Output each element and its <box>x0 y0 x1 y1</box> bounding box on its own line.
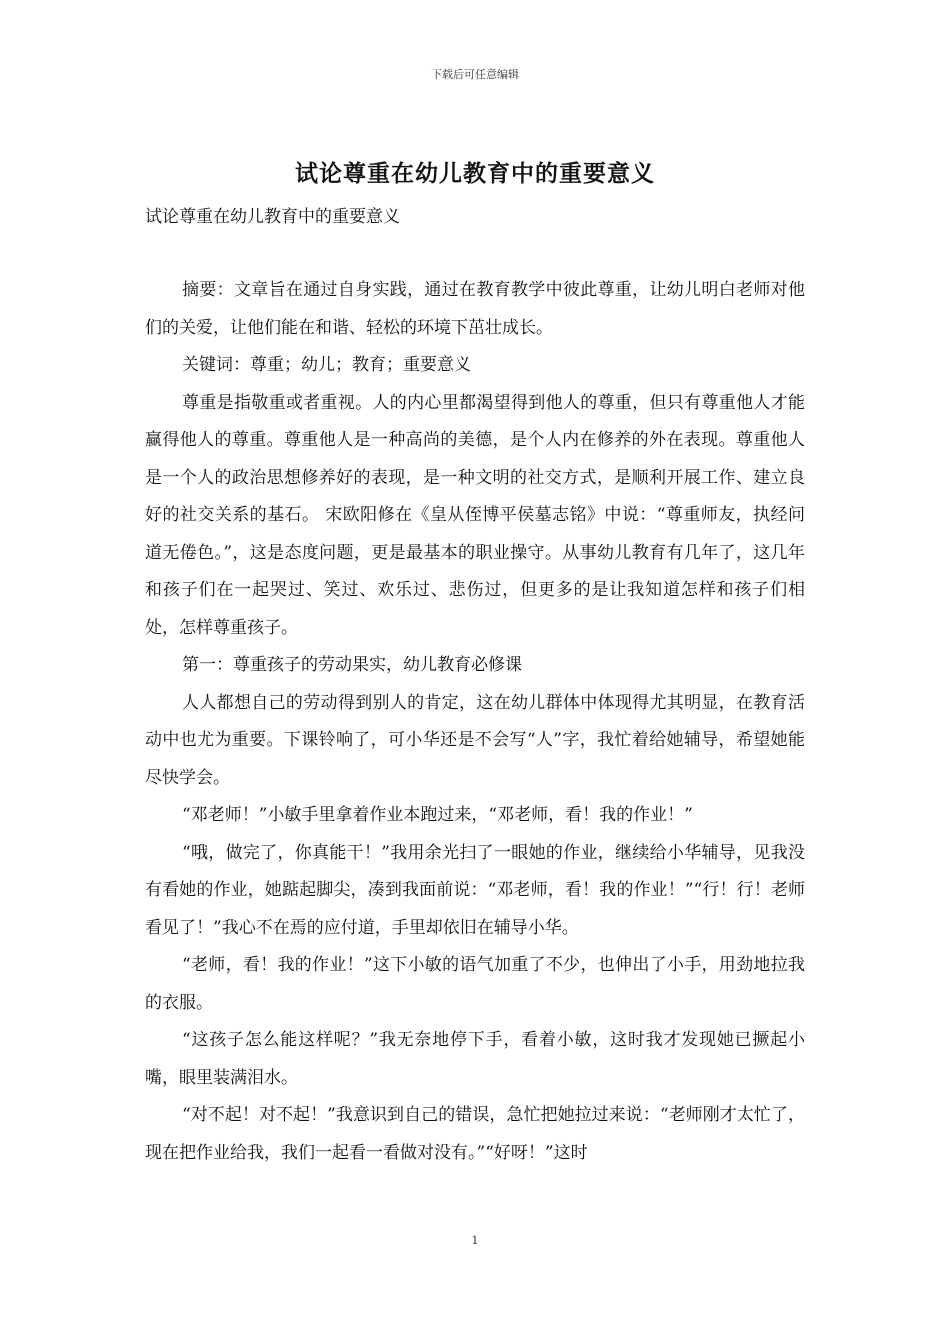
document-title: 试论尊重在幼儿教育中的重要意义 <box>295 160 655 187</box>
dialogue-paragraph: “对不起！对不起！”我意识到自己的错误，急忙把她拉过来说：“老师刚才太忙了，现在把作业给我，我们一起看一看做对没有。”“好呀！”这时 <box>145 1105 805 1163</box>
dialogue-paragraph: “邓老师！”小敏手里拿着作业本跑过来，“邓老师，看！我的作业！” <box>182 805 693 825</box>
dialogue-paragraph: “这孩子怎么能这样呢？”我无奈地停下手，看着小敏，这时我才发现她已撅起小嘴，眼里装满泪水。 <box>145 1030 805 1088</box>
document-subtitle: 试论尊重在幼儿教育中的重要意义 <box>145 207 400 227</box>
body-paragraph: 尊重是指敬重或者重视。人的内心里都渴望得到他人的尊重，但只有尊重他人才能赢得他人的尊重。尊重他人是一种高尚的美德，是个人内在修养的外在表现。尊重他人是一个人的政治思想修养好的表现，是一种文明的社交方式，是顺利开展工作、建立良好的社交关系的基石。 宋欧阳修在《皇从侄博平侯墓志铭》中说：“尊重师友，执经问道无倦色。”，这是态度问题，更是最基本的职业操守。从事幼儿教育有几年了，这几年和孩子们在一起哭过、笑过、欢乐过、悲伤过，但更多的是让我知道怎样和孩子们相处，怎样尊重孩子。 <box>145 392 805 638</box>
dialogue-paragraph: “老师，看！我的作业！”这下小敏的语气加重了不少，也伸出了小手，用劲地拉我的衣服。 <box>145 955 805 1013</box>
section-heading: 第一：尊重孩子的劳动果实，幼儿教育必修课 <box>182 655 522 675</box>
header-note: 下载后可任意编辑 <box>431 68 519 81</box>
dialogue-paragraph: “哦，做完了，你真能干！”我用余光扫了一眼她的作业，继续给小华辅导，见我没有看她的作业，她踮起脚尖，凑到我面前说：“邓老师，看！我的作业！”“行！行！老师看见了！”我心不在焉的应付道，手里却依旧在辅导小华。 <box>145 842 805 938</box>
document-body <box>145 272 805 1172</box>
abstract-paragraph: 摘要：文章旨在通过自身实践，通过在教育教学中彼此尊重，让幼儿明白老师对他们的关爱，让他们能在和谐、轻松的环境下茁壮成长。 <box>145 280 805 338</box>
body-paragraph: 人人都想自己的劳动得到别人的肯定，这在幼儿群体中体现得尤其明显，在教育活动中也尤为重要。下课铃响了，可小华还是不会写“人”字，我忙着给她辅导，希望她能尽快学会。 <box>145 692 805 788</box>
page-number: 1 <box>471 1234 479 1247</box>
keywords-paragraph: 关键词：尊重；幼儿；教育；重要意义 <box>182 355 471 375</box>
